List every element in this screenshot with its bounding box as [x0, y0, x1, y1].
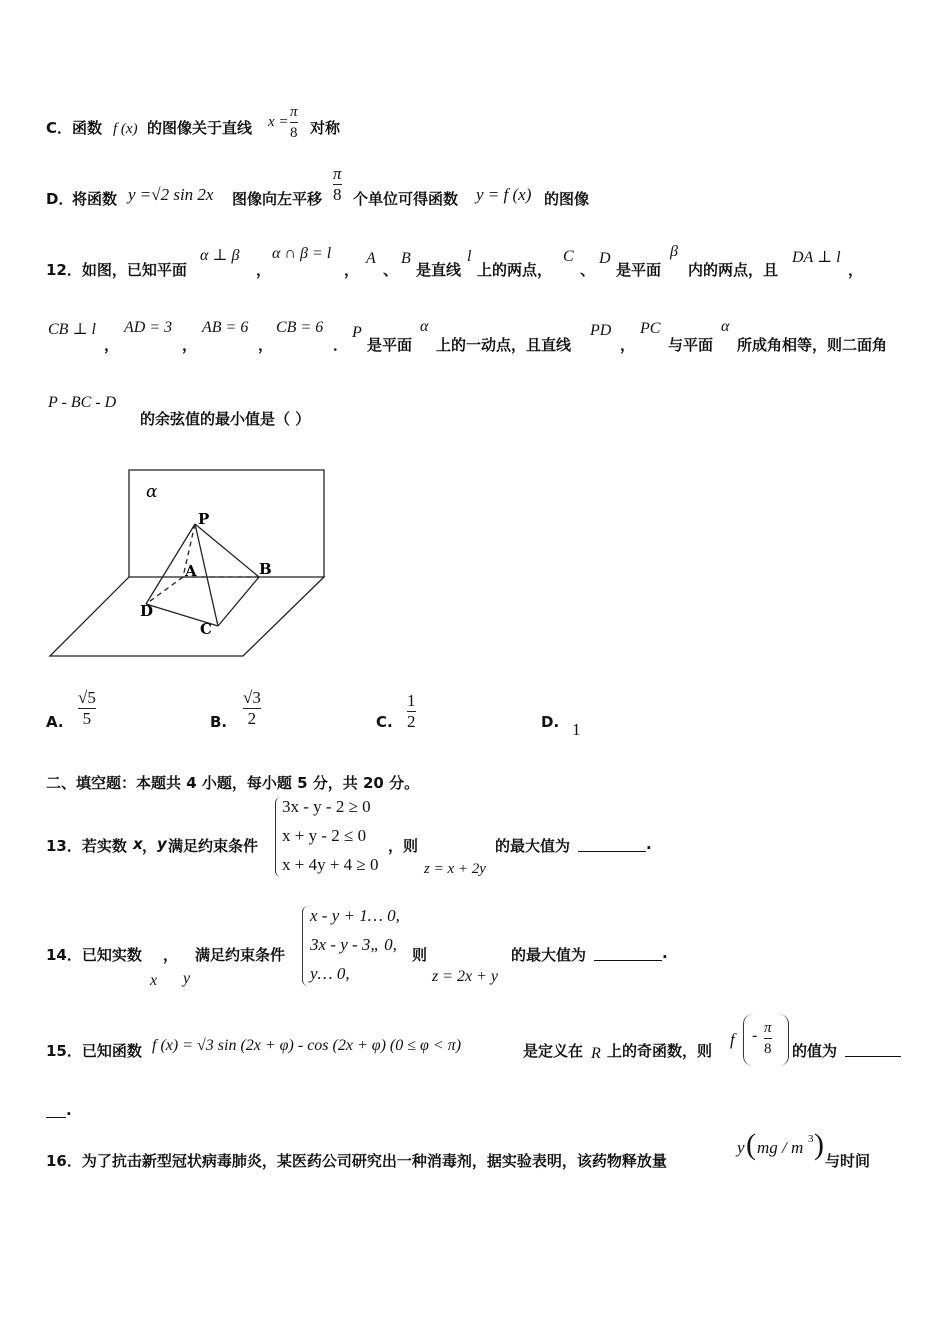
q15-neg: - [752, 1027, 758, 1044]
fraction-den: 5 [82, 709, 92, 728]
fraction-num: π [333, 164, 342, 183]
option-d-text-end: 的图像 [544, 190, 590, 208]
comma: ， [258, 336, 274, 354]
option-d-letter: D． [46, 190, 74, 208]
option-c-xeq: x = [268, 114, 289, 130]
q15-f: f [730, 1030, 735, 1049]
q12-cbl: CB ⊥ l [48, 321, 96, 338]
q12-l: l [467, 248, 472, 265]
q15-mid: 是定义在 [523, 1042, 584, 1060]
q13-constraint-1: 3x - y - 2 ≥ 0 [282, 797, 371, 816]
q12-perp: α ⊥ β [200, 247, 240, 264]
q15-fraction [764, 1018, 772, 1059]
fraction-num: √5 [78, 688, 96, 707]
q14-brace [302, 906, 309, 986]
option-d-fraction [333, 164, 342, 205]
q12-text: 是直线 [416, 261, 462, 279]
q14-answer-blank[interactable] [594, 945, 662, 961]
q15-answer-blank[interactable] [845, 1041, 901, 1057]
q16-unit-exp: 3 [808, 1133, 814, 1145]
q14-constraint-2: 3x - y - 3„ 0, [310, 935, 397, 954]
q13-brace [275, 797, 282, 877]
label-D: D [140, 602, 154, 620]
option-d-text: 将函数 [72, 190, 118, 208]
q12-prefix: 12．如图，已知平面 [46, 261, 187, 279]
q15-R: R [591, 1045, 601, 1062]
comma: ， [182, 336, 198, 354]
fraction-den: 8 [290, 125, 298, 141]
q13-text: 满足约束条件 [168, 837, 259, 855]
answer-b-letter: B. [210, 713, 228, 731]
option-c-text-mid: 的图像关于直线 [147, 119, 253, 137]
period: ． [333, 336, 349, 354]
fraction-num: 1 [407, 691, 416, 710]
q14-constraint-3: y… 0, [310, 964, 350, 983]
separator: 、 [383, 261, 399, 279]
q12-text: 内的两点，且 [688, 261, 779, 279]
q12-P: P [352, 324, 362, 341]
comma: ， [256, 261, 272, 279]
label-alpha: α [146, 482, 158, 502]
q13-constraint-3: x + 4y + 4 ≥ 0 [282, 855, 379, 874]
fraction-num: π [290, 104, 298, 120]
plane-alpha [129, 470, 324, 577]
q12-alpha2: α [721, 318, 730, 335]
q16-unit: mg / m [757, 1138, 804, 1157]
q13-then: ，则 [388, 837, 419, 855]
edge-CB [218, 577, 259, 626]
q14-tail: 的最大值为 [511, 946, 587, 964]
q12-pd: PD [590, 322, 612, 339]
answer-c-fraction [407, 691, 416, 732]
answer-d-letter: D. [541, 713, 560, 731]
q12-ab: AB = 6 [202, 319, 249, 336]
q12-figure [40, 460, 340, 670]
q15-mid2: 上的奇函数，则 [607, 1042, 713, 1060]
label-B: B [259, 560, 272, 578]
q12-cap: α ∩ β = l [272, 245, 332, 262]
answer-b-fraction [243, 688, 261, 729]
q14-constraint-1: x - y + 1… 0, [310, 906, 400, 925]
separator: 、 [580, 261, 596, 279]
answer-a-fraction [78, 688, 96, 729]
q12-cb: CB = 6 [276, 319, 324, 336]
q12-D: D [599, 250, 611, 267]
q16-y: y [737, 1138, 745, 1157]
comma: ， [848, 261, 864, 279]
q14-then: 则 [412, 946, 428, 964]
q12-text: 所成角相等，则二面角 [737, 336, 888, 354]
q12-text: 上的一动点，且直线 [436, 336, 572, 354]
fraction-den: 8 [764, 1041, 772, 1057]
q15-function: f (x) = √3 sin (2x + φ) - cos (2x + φ) (0 ≤ φ < π) [152, 1037, 462, 1054]
option-d-fexpr: y = f (x) [476, 185, 532, 204]
q13-comma: ， [142, 837, 158, 855]
comma: ， [344, 261, 360, 279]
q12-question: 的余弦值的最小值是（ ） [140, 410, 311, 428]
q15-tail: 的值为 [792, 1042, 838, 1060]
label-C: C [200, 620, 212, 638]
option-c-text: 函数 [72, 119, 103, 137]
q12-dihedral: P - BC - D [48, 394, 117, 411]
q12-dal: DA ⊥ l [792, 249, 841, 266]
option-d-text-mid2: 个单位可得函数 [353, 190, 459, 208]
q14-prefix: 14．已知实数 [46, 946, 142, 964]
q15-answer-blank-cont[interactable] [46, 1102, 66, 1118]
q14-text: 满足约束条件 [195, 946, 286, 964]
answer-d-value: 1 [572, 720, 581, 739]
q14-x: x [150, 972, 158, 989]
q12-text: 与平面 [668, 336, 714, 354]
q13-end: . [646, 835, 652, 853]
option-c-fx: f (x) [113, 121, 138, 137]
fraction-num: π [764, 1020, 772, 1036]
q13-answer-blank[interactable] [578, 836, 646, 852]
q14-y: y [183, 970, 191, 987]
q16-paren-open: ( [746, 1128, 756, 1161]
q16-paren-close: ) [814, 1128, 824, 1161]
q12-C: C [563, 248, 574, 265]
q12-beta: β [670, 243, 678, 260]
q15-prefix: 15．已知函数 [46, 1042, 142, 1060]
fraction-den: 2 [247, 709, 257, 728]
q13-y: y [157, 835, 167, 853]
label-P: P [198, 510, 210, 528]
fraction-num: √3 [243, 688, 261, 707]
q12-text: 上的两点， [477, 261, 553, 279]
option-c-letter: C． [46, 119, 73, 137]
q12-A: A [366, 250, 376, 267]
q14-objective: z = 2x + y [432, 968, 499, 985]
edge-PC [195, 524, 218, 626]
option-d-text-mid: 图像向左平移 [232, 190, 323, 208]
option-d-expr: y =√2 sin 2x [128, 185, 214, 204]
q14-comma: ， [163, 946, 179, 964]
q15-end: . [66, 1101, 72, 1119]
q13-x: x [133, 835, 143, 853]
option-c-text-end: 对称 [310, 119, 341, 137]
line-AD [146, 577, 183, 604]
fraction-den: 2 [407, 712, 416, 731]
q13-tail: 的最大值为 [495, 837, 571, 855]
q12-ad: AD = 3 [124, 319, 173, 336]
q14-end: . [662, 944, 668, 962]
q13-prefix: 13．若实数 [46, 837, 127, 855]
option-c-fraction [290, 102, 298, 143]
fraction-den: 8 [333, 185, 342, 204]
q13-constraint-2: x + y - 2 ≤ 0 [282, 826, 367, 845]
label-A: A [185, 562, 197, 580]
q12-text: 是平面 [616, 261, 662, 279]
q12-text: 是平面 [367, 336, 413, 354]
q12-B: B [401, 250, 411, 267]
comma: ， [104, 336, 120, 354]
q12-pc: PC [640, 320, 661, 337]
q13-objective: z = x + 2y [424, 861, 486, 877]
section-title: 二、填空题：本题共 4 小题，每小题 5 分，共 20 分。 [46, 774, 420, 792]
q16-tail: 与时间 [825, 1152, 871, 1170]
answer-a-letter: A. [46, 713, 64, 731]
answer-c-letter: C. [376, 713, 393, 731]
q16-text: 16．为了抗击新型冠状病毒肺炎，某医药公司研究出一种消毒剂，据实验表明，该药物释放量 [46, 1152, 667, 1170]
comma: ， [620, 336, 636, 354]
q12-alpha: α [420, 318, 429, 335]
